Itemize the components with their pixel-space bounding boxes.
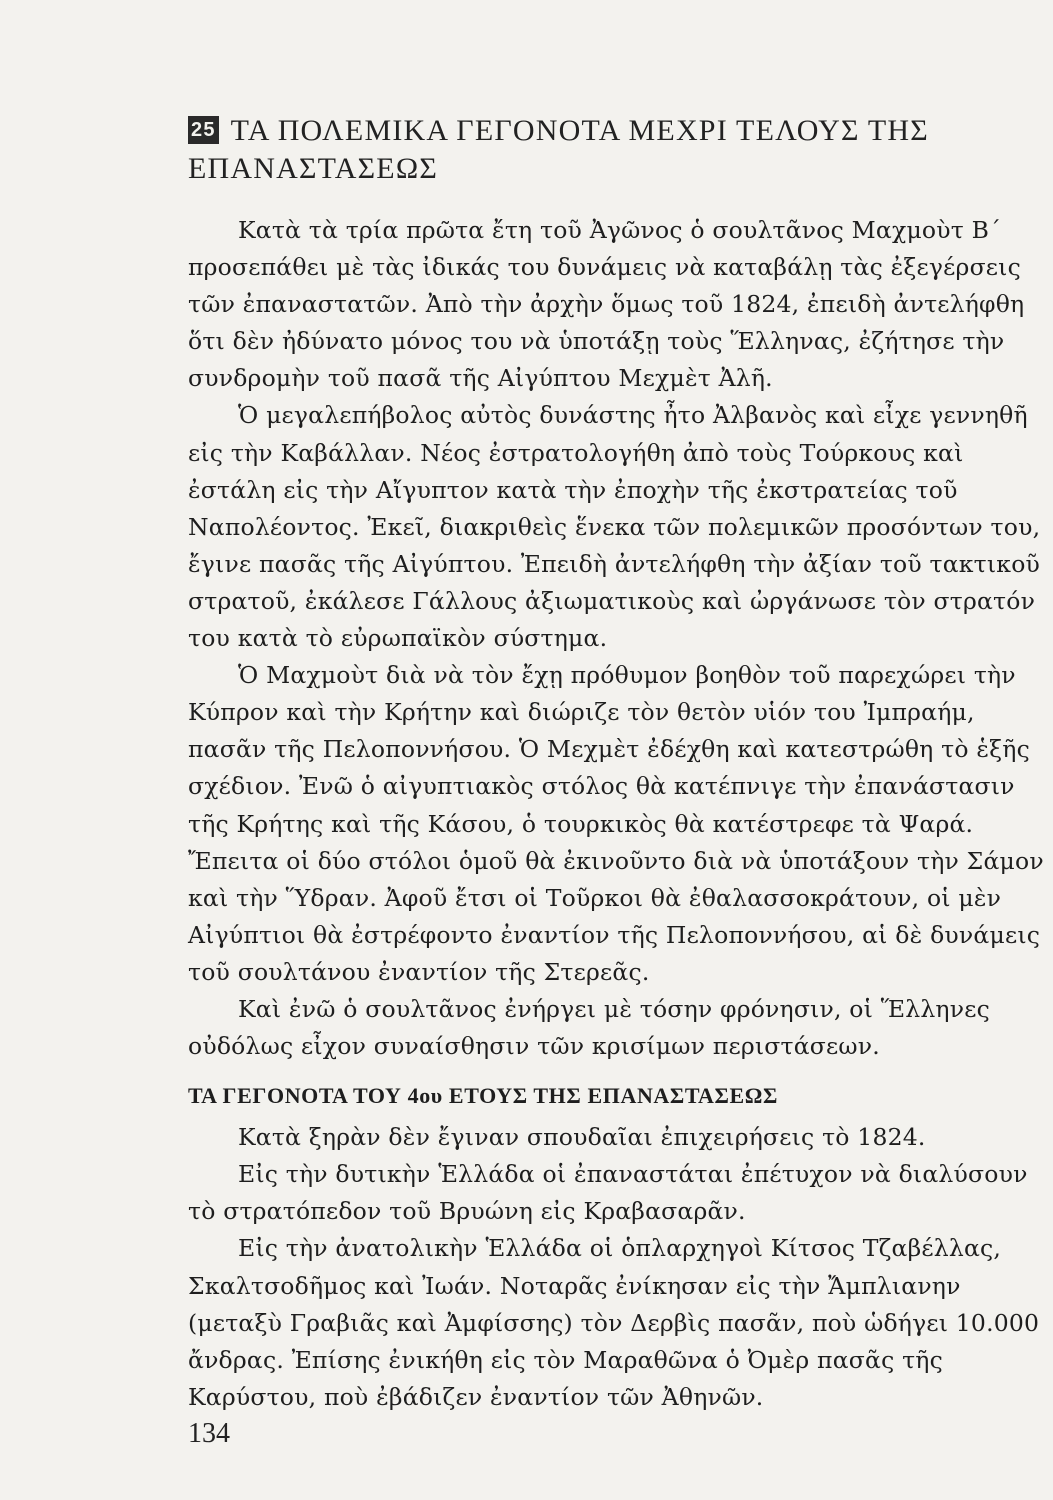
- paragraph: Κατὰ ξηρὰν δὲν ἔγιναν σπουδαῖαι ἐπιχειρήσεις τὸ 1824.: [238, 1123, 926, 1152]
- paragraph: Κατὰ τὰ τρία πρῶτα ἔτη τοῦ Ἀγῶνος ὁ σουλτᾶνος Μαχμοὺτ Β΄ προσεπάθει μὲ τὰς ἰδικάς του δυνάμεις νὰ καταβάλῃ τὰς ἐξεγέρσεις τῶν ἐπαναστατῶν. Ἀπὸ τὴν ἀρχὴν ὅμως τοῦ 1824, ἐπειδὴ ἀντελήφθη ὅτι δὲν ἠδύνατο μόνος του νὰ ὑποτάξῃ τοὺς Ἕλληνας, ἐζήτησε τὴν συνδρομὴν τοῦ πασᾶ τῆς Αἰγύπτου Μεχμὲτ Ἀλῆ.: [188, 216, 1025, 393]
- chapter-heading: [188, 112, 1048, 188]
- paragraph: Καὶ ἐνῶ ὁ σουλτᾶνος ἐνήργει μὲ τόσην φρόνησιν, οἱ Ἕλληνες οὐδόλως εἶχον συναίσθησιν τῶν κρισίμων περιστάσεων.: [188, 994, 990, 1061]
- paragraph: Ὁ Μαχμοὺτ διὰ νὰ τὸν ἔχῃ πρόθυμον βοηθὸν τοῦ παρεχώρει τὴν Κύπρον καὶ τὴν Κρήτην καὶ διώριζε τὸν θετὸν υἱόν του Ἰμπραήμ, πασᾶν τῆς Πελοποννήσου. Ὁ Μεχμὲτ ἐδέχθη καὶ κατεστρώθη τὸ ἑξῆς σχέδιον. Ἐνῶ ὁ αἰγυπτιακὸς στόλος θὰ κατέπνιγε τὴν ἐπανάστασιν τῆς Κρήτης καὶ τῆς Κάσου, ὁ τουρκικὸς θὰ κατέστρεφε τὰ Ψαρά. Ἔπειτα οἱ δύο στόλοι ὁμοῦ θὰ ἐκινοῦντο διὰ νὰ ὑποτάξουν τὴν Σάμον καὶ τὴν Ὕδραν. Ἀφοῦ ἔτσι οἱ Τοῦρκοι θὰ ἐθαλασσοκράτουν, οἱ μὲν Αἰγύπτιοι θὰ ἐστρέφοντο ἐναντίον τῆς Πελοποννήσου, αἱ δὲ δυνάμεις τοῦ σουλτάνου ἐναντίον τῆς Στερεᾶς.: [188, 661, 1044, 986]
- body-text: [188, 212, 1048, 1416]
- paragraph: Εἰς τὴν δυτικὴν Ἑλλάδα οἱ ἐπαναστάται ἐπέτυχον νὰ διαλύσουν τὸ στρατόπεδον τοῦ Βρυώνη εἰς Κραβασαρᾶν.: [188, 1160, 1028, 1226]
- chapter-number-badge: 25: [188, 116, 219, 144]
- section-heading: ΤΑ ΓΕΓΟΝΟΤΑ ΤΟΥ 4ου ΕΤΟΥΣ ΤΗΣ ΕΠΑΝΑΣΤΑΣΕΩΣ: [188, 1083, 778, 1109]
- paragraph: Εἰς τὴν ἀνατολικὴν Ἑλλάδα οἱ ὁπλαρχηγοὶ Κίτσος Τζαβέλλας, Σκαλτσοδῆμος καὶ Ἰωάν. Νοταρᾶς ἐνίκησαν εἰς τὴν Ἄμπλιανην (μεταξὺ Γραβιᾶς καὶ Ἀμφίσσης) τὸν Δερβὶς πασᾶν, ποὺ ὡδήγει 10.000 ἄνδρας. Ἐπίσης ἐνικήθη εἰς τὸν Μαραθῶνα ὁ Ὀμὲρ πασᾶς τῆς Καρύστου, ποὺ ἐβάδιζεν ἐναντίον τῶν Ἀθηνῶν.: [188, 1234, 1040, 1411]
- paragraph: Ὁ μεγαλεπήβολος αὐτὸς δυνάστης ἦτο Ἀλβανὸς καὶ εἶχε γεννηθῆ εἰς τὴν Καβάλλαν. Νέος ἐστρατολογήθη ἀπὸ τοὺς Τούρκους καὶ ἐστάλη εἰς τὴν Αἴγυπτον κατὰ τὴν ἐποχὴν τῆς ἐκστρατείας τοῦ Ναπολέοντος. Ἐκεῖ, διακριθεὶς ἕνεκα τῶν πολεμικῶν προσόντων του, ἔγινε πασᾶς τῆς Αἰγύπτου. Ἐπειδὴ ἀντελήφθη τὴν ἀξίαν τοῦ τακτικοῦ στρατοῦ, ἐκάλεσε Γάλλους ἀξιωματικοὺς καὶ ὠργάνωσε τὸν στρατόν του κατὰ τὸ εὐρωπαϊκὸν σύστημα.: [188, 401, 1041, 653]
- page-number: 134: [188, 1418, 230, 1449]
- chapter-title: ΤΑ ΠΟΛΕΜΙΚΑ ΓΕΓΟΝΟΤΑ ΜΕΧΡΙ ΤΕΛΟΥΣ ΤΗΣ ΕΠΑΝΑΣΤΑΣΕΩΣ: [188, 114, 929, 185]
